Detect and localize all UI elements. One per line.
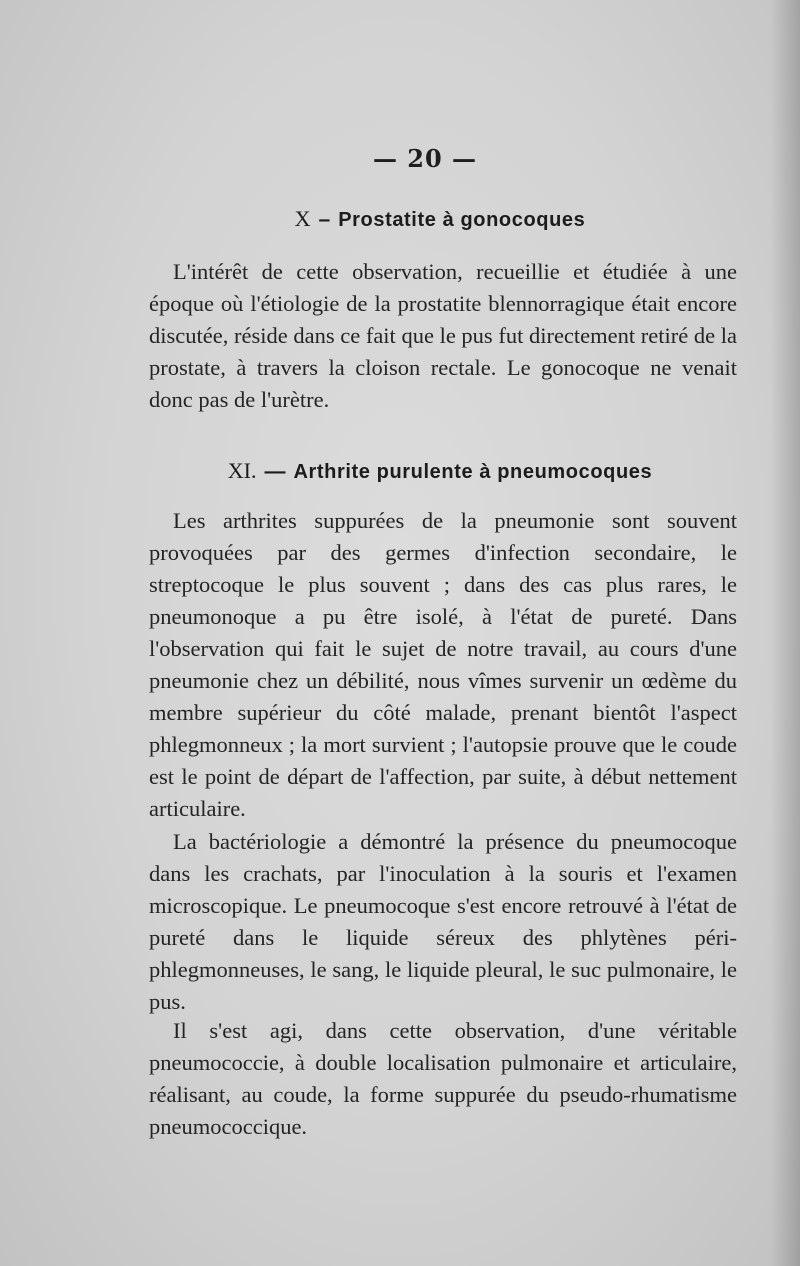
paragraph: L'intérêt de cette observation, recueillie et étudiée à une époque où l'étiologie de la prostatite blennorragique était encore discutée, réside dans ce fait que le pus fut directement retiré de la prostate, à travers la cloison rectale. Le gonocoque ne venait donc pas de l'urètre.: [149, 259, 737, 412]
paragraph: Les arthrites suppurées de la pneumonie sont souvent provoquées par des germes d'infection secondaire, le streptocoque le plus souvent ; dans des cas plus rares, le pneumonoque a pu être isolé, à l'état de pureté. Dans l'observation qui fait le sujet de notre travail, au cours d'une pneumonie chez un débilité, nous vîmes survenir un œdème du membre supérieur du côté malade, prenant bientôt l'aspect phlegmonneux ; la mort survient ; l'autopsie prouve que le coude est le point de départ de l'affection, par suite, à début nettement articulaire.: [149, 508, 737, 821]
section-heading-xi: [0, 458, 800, 484]
section-number: X: [294, 206, 311, 231]
paragraph: Il s'est agi, dans cette observation, d'une véritable pneumococcie, à double localisation pulmonaire et articulaire, réalisant, au coude, la forme suppurée du pseudo-rhumatisme pneumococcique.: [149, 1018, 737, 1139]
heading-dash: –: [318, 208, 331, 231]
paragraph: La bactériologie a démontré la présence du pneumocoque dans les crachats, par l'inoculation à la souris et l'examen microscopique. Le pneumocoque s'est encore retrouvé à l'état de pureté dans le liquide séreux des phlytènes péri-phlegmonneuses, le sang, le liquide pleural, le suc pulmonaire, le pus.: [149, 829, 737, 1014]
section-heading-x: [0, 206, 800, 232]
section-number: XI.: [227, 458, 257, 483]
section-title: Arthrite purulente à pneumocoques: [293, 461, 653, 483]
section-title: Prostatite à gonocoques: [338, 209, 586, 231]
heading-dash: —: [264, 460, 286, 483]
page-number: — 20 —: [372, 144, 478, 173]
